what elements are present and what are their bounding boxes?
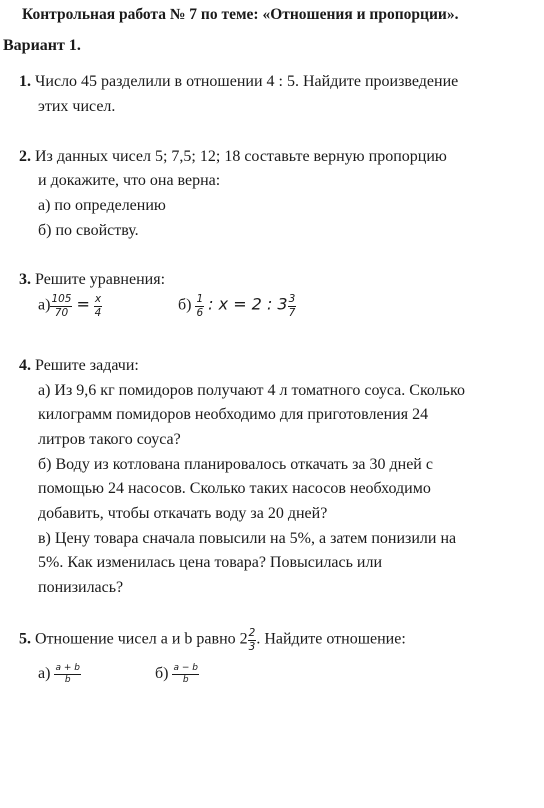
- q4-line: помощью 24 насосов. Сколько таких насосов необходимо: [38, 480, 431, 497]
- q2-option-a: а) по определению: [38, 197, 166, 214]
- q3-b-mixed-fraction: $\frac{3}{7}$: [288, 293, 296, 319]
- q3-number: 3.: [19, 271, 31, 288]
- q3-b-fraction: $\frac{1}{6}$: [196, 293, 204, 319]
- q5-number: 5.: [19, 630, 31, 648]
- q5-text-after: . Найдите отношение:: [256, 630, 406, 648]
- variant-label: Вариант 1.: [3, 37, 81, 54]
- q3-b-rest: : x = 2 : 3: [208, 294, 288, 314]
- q4-line: б) Воду из котлована планировалось откачать за 30 дней с: [38, 456, 433, 473]
- q5-mixed-fraction: $\frac{2}{3}$: [248, 627, 256, 653]
- q5-a-label: а): [38, 665, 51, 683]
- q2-number: 2.: [19, 148, 31, 165]
- q1-text1: Число 45 разделили в отношении 4 : 5. Найдите произведение: [35, 73, 459, 90]
- q3-heading: [19, 271, 165, 289]
- q5-b-fraction: $\frac{a - b}{b}$: [173, 663, 198, 685]
- q5-line1: [19, 628, 406, 652]
- q5-a-fraction: $\frac{a + b}{b}$: [55, 663, 80, 685]
- q5-option-a: [38, 664, 81, 685]
- q3-a-right-fraction: $\frac{x}{4}$: [94, 293, 102, 319]
- q2-line1: [19, 148, 447, 166]
- q4-line: добавить, чтобы откачать воду за 20 дней?: [38, 505, 328, 522]
- q2-option-b: б) по свойству.: [38, 222, 139, 239]
- q4-line: понизилась?: [38, 579, 124, 596]
- q4-heading: [19, 357, 139, 375]
- q1-line2: этих чисел.: [38, 98, 116, 115]
- q5-option-b: [155, 664, 199, 685]
- q3-equation-b: [178, 294, 296, 318]
- page-title: Контрольная работа № 7 по теме: «Отношения и пропорции».: [22, 6, 459, 23]
- q5-text-before: Отношение чисел a и b равно 2: [35, 630, 248, 648]
- q2-text1: Из данных чисел 5; 7,5; 12; 18 составьте верную пропорцию: [35, 148, 447, 165]
- q3-heading-text: Решите уравнения:: [35, 271, 166, 288]
- q4-line: в) Цену товара сначала повысили на 5%, а затем понизили на: [38, 530, 457, 547]
- q1-number: 1.: [19, 73, 31, 90]
- q5-b-label: б): [155, 665, 169, 683]
- q3-a-label: а): [38, 296, 51, 314]
- q4-number: 4.: [19, 357, 31, 374]
- q3-b-label: б): [178, 296, 192, 314]
- q4-line: килограмм помидоров необходимо для приготовления 24: [38, 406, 429, 423]
- q1-line1: [19, 73, 458, 91]
- q4-line: а) Из 9,6 кг помидоров получают 4 л томатного соуса. Сколько: [38, 382, 465, 399]
- q3-a-equals: =: [76, 294, 90, 314]
- q3-a-left-fraction: $\frac{105}{70}$: [51, 293, 72, 319]
- q4-line: литров такого соуса?: [38, 431, 181, 448]
- q3-equation-a: [38, 294, 102, 318]
- q2-line2: и докажите, что она верна:: [38, 172, 221, 189]
- q4-line: 5%. Как изменилась цена товара? Повысилась или: [38, 554, 383, 571]
- q4-heading-text: Решите задачи:: [35, 357, 139, 374]
